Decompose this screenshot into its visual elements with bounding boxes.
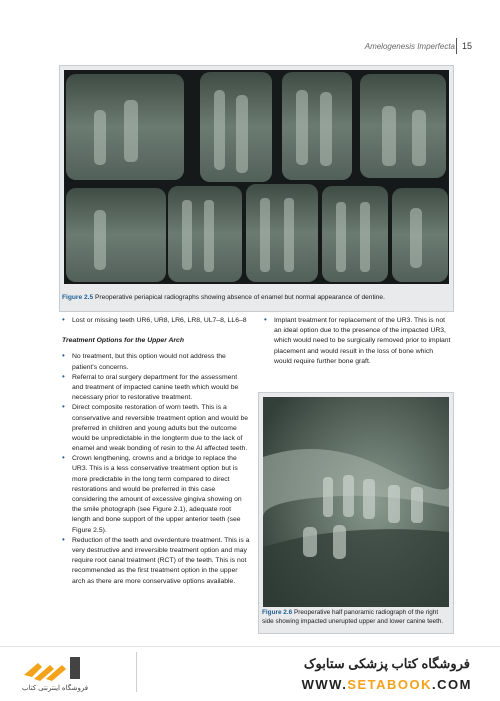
option-bullet-overdenture: • Reduction of the teeth and overdenture treatment. This is a very destructive and irreversible treatment option and may require root canal treatment (RCT) of the teeth. This is not recommended as the first treatment option in the upper arch as there are more conservative options available. [62, 536, 250, 587]
figure-2-5-label: Figure 2.5 [62, 294, 94, 301]
option-bullet-oral-surgery: • Referral to oral surgery department for the assessment and treatment of impacted canine teeth which would be necessary prior to restorative treatment. [62, 373, 250, 404]
figure-2-5-caption [62, 294, 452, 301]
url-highlight: SETABOOK [347, 677, 433, 692]
radiograph-collage [64, 70, 449, 284]
shop-url-link[interactable] [302, 677, 472, 692]
figure-2-6-label: Figure 2.6 [262, 609, 293, 616]
page-number: 15 [462, 41, 473, 51]
figure-2-5 [59, 65, 454, 312]
logo-subtext: فروشگاه اینترنتی کتاب [22, 685, 89, 692]
setabook-logo-icon [20, 653, 84, 683]
option-bullet-crown-lengthening: • Crown lengthening, crowns and a bridge to replace the UR3. This is a less conservative treatment option but is more predictable in the long term compared to direct restorations and would be preferred in this case considering the amount of excessive gingiva showing on the smile photograph (see Figure 2.1), adequate root length and bone support of the upper anterior teeth (see Figure 2.5). [62, 454, 250, 536]
option-bullet-no-treatment: • No treatment, but this option would not address the patient's concerns. [62, 352, 250, 372]
right-column [264, 316, 452, 367]
figure-2-5-caption-text: Preoperative periapical radiographs showing absence of enamel but normal appearance of dentine. [93, 294, 385, 301]
panoramic-radiograph [263, 397, 449, 607]
running-header-title: Amelogenesis Imperfecta [364, 42, 455, 51]
shop-name: فروشگاه کتاب پزشکی ستابوک [303, 656, 470, 671]
left-column [62, 316, 250, 587]
footer-divider [136, 652, 137, 692]
option-bullet-composite: • Direct composite restoration of worn teeth. This is a conservative and reversible treatment option and would be preferred in children and young adults but the outcome would be unpredictable in the longterm due to the lack of enamel and weak bonding of resin to the AI affected teeth. [62, 403, 250, 454]
figure-2-6 [258, 392, 454, 634]
panoramic-radiograph-image [263, 397, 449, 607]
periapical-radiographs-image [64, 70, 449, 284]
url-prefix: WWW. [301, 677, 348, 692]
header-divider [456, 38, 457, 54]
figure-2-6-caption [262, 609, 450, 627]
missing-teeth-bullet: • Lost or missing teeth UR6, UR8, LR6, LR8, UL7–8, LL6–8 [62, 316, 250, 326]
option-bullet-implant: • Implant treatment for replacement of the UR3. This is not an ideal option due to the presence of the impacted UR3, which would need to be surgically removed prior to implant placement and would result in the loss of bone which would require further bone graft. [264, 316, 452, 367]
figure-2-6-caption-text: Preoperative half panoramic radiograph of the right side showing impacted unerupted upper and lower canine teeth. [262, 609, 444, 625]
upper-arch-subheading: Treatment Options for the Upper Arch [62, 337, 184, 345]
url-suffix: .COM [432, 677, 472, 692]
